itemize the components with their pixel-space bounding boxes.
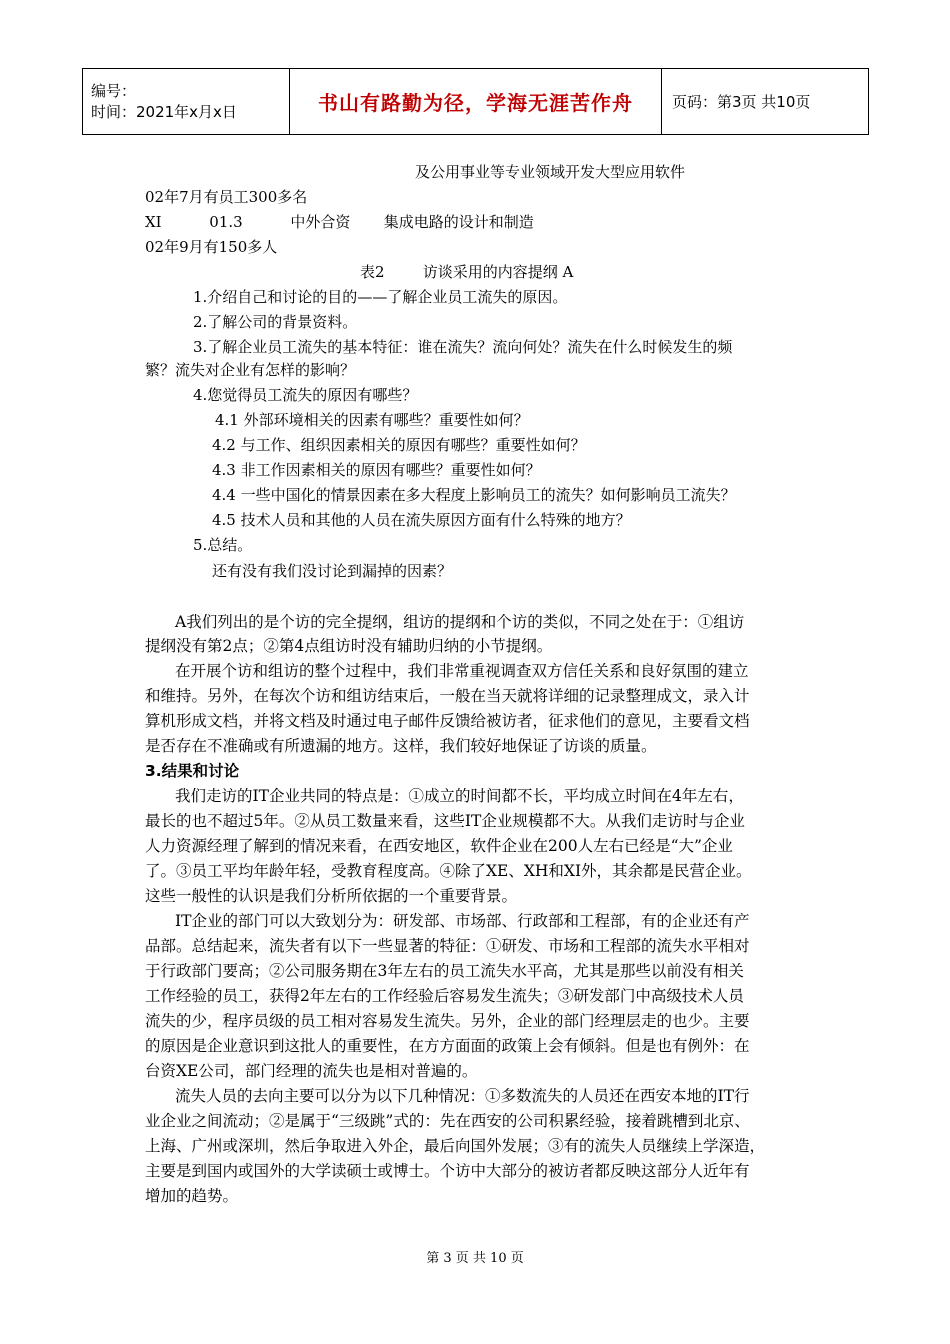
outline-subitem: 4.1 外部环境相关的因素有哪些？重要性如何？: [215, 411, 529, 429]
body-line: 在开展个访和组访的整个过程中，我们非常重视调查双方信任关系和良好氛围的建立: [175, 662, 749, 680]
outline-subitem: 4.4 一些中国化的情景因素在多大程度上影响员工的流失？如何影响员工流失？: [212, 486, 736, 504]
header-motto-cell: [290, 69, 662, 135]
outline-subitem: 4.3 非工作因素相关的原因有哪些？重要性如何？: [212, 461, 541, 479]
outline-item: 还有没有我们没讨论到漏掉的因素？: [212, 562, 453, 580]
header-page-cell: [662, 69, 869, 135]
body-line: 主要是到国内或国外的大学读硕士或博士。个访中大部分的被访者都反映这部分人近年有: [145, 1162, 750, 1180]
page-header: [82, 68, 869, 135]
motto: 书山有路勤为径，学海无涯苦作舟: [318, 91, 633, 115]
outline-item: 1.介绍自己和讨论的目的——了解企业员工流失的原因。: [193, 288, 568, 306]
body-line: IT企业的部门可以大致划分为：研发部、市场部、行政部和工程部，有的企业还有产: [175, 912, 750, 930]
body-line: 工作经验的员工，获得2年左右的工作经验后容易发生流失；③研发部门中高级技术人员: [145, 987, 744, 1005]
body-line: 了。③员工平均年龄年轻，受教育程度高。④除了XE、XH和XI外，其余都是民营企业。: [145, 862, 752, 880]
body-line: 业企业之间流动；②是属于“三级跳”式的：先在西安的公司积累经验，接着跳槽到北京、: [145, 1112, 750, 1130]
outline-subitem: 4.2 与工作、组织因素相关的原因有哪些？重要性如何？: [212, 436, 586, 454]
body-line: 和维持。另外，在每次个访和组访结束后，一般在当天就将详细的记录整理成文，录入计: [145, 687, 750, 705]
body-line: 提纲没有第2点；②第4点组访时没有辅助归纳的小节提纲。: [145, 637, 553, 655]
body-line: 台资XE公司，部门经理的流失也是相对普遍的。: [145, 1062, 478, 1080]
page-label: 页码：第3页 共10页: [672, 93, 811, 111]
body-line: 品部。总结起来，流失者有以下一些显著的特征：①研发、市场和工程部的流失水平相对: [145, 937, 750, 955]
section-heading: 3.结果和讨论: [145, 762, 240, 780]
body-line: 是否存在不准确或有所遗漏的地方。这样，我们较好地保证了访谈的质量。: [145, 737, 657, 755]
body-line: 于行政部门要高；②公司服务期在3年左右的员工流失水平高，尤其是那些以前没有相关: [145, 962, 744, 980]
outline-item: 5.总结。: [193, 536, 253, 554]
code-label: 编号：: [91, 81, 137, 100]
body-line: 的原因是企业意识到这批人的重要性，在方方面面的政策上会有倾斜。但是也有例外：在: [145, 1037, 750, 1055]
table-row: XI 01.3 中外合资 集成电路的设计和制造: [145, 213, 534, 231]
outline-item: 4.您觉得员工流失的原因有哪些？: [193, 386, 418, 404]
header-info: [83, 69, 290, 135]
body-line: 这些一般性的认识是我们分析所依据的一个重要背景。: [145, 887, 518, 905]
body-line: 增加的趋势。: [145, 1187, 239, 1205]
body-line: A我们列出的是个访的完全提纲，组访的提纲和个访的类似，不同之处在于：①组访: [175, 613, 745, 631]
table-row: 02年9月有150多人: [145, 238, 278, 256]
outline-item: 3.了解企业员工流失的基本特征：谁在流失？流向何处？流失在什么时候发生的频: [193, 338, 733, 356]
date-label: 时间：2021年x月x日: [91, 102, 237, 121]
body-line: 我们走访的IT企业共同的特点是：①成立的时间都不长，平均成立时间在4年左右，: [175, 787, 744, 805]
outline-item: 2.了解公司的背景资料。: [193, 313, 358, 331]
outline-item: 繁？流失对企业有怎样的影响？: [145, 361, 356, 379]
body-line: 算机形成文档，并将文档及时通过电子邮件反馈给被访者，征求他们的意见，主要看文档: [145, 712, 750, 730]
table-caption: 表2 访谈采用的内容提纲 A: [360, 263, 574, 281]
body-line: 上海、广州或深圳，然后争取进入外企，最后向国外发展；③有的流失人员继续上学深造，: [145, 1137, 766, 1155]
body-line: 最长的也不超过5年。②从员工数量来看，这些IT企业规模都不大。从我们走访时与企业: [145, 812, 745, 830]
table-row: 及公用事业等专业领域开发大型应用软件: [415, 163, 686, 181]
body-line: 人力资源经理了解到的情况来看，在西安地区，软件企业在200人左右已经是“大”企业: [145, 837, 733, 855]
table-row: 02年7月有员工300多名: [145, 188, 308, 206]
outline-subitem: 4.5 技术人员和其他的人员在流失原因方面有什么特殊的地方？: [212, 511, 631, 529]
page-footer: 第 3 页 共 10 页: [426, 1251, 524, 1266]
body-line: 流失人员的去向主要可以分为以下几种情况：①多数流失的人员还在西安本地的IT行: [175, 1087, 750, 1105]
body-line: 流失的少，程序员级的员工相对容易发生流失。另外，企业的部门经理层走的也少。主要: [145, 1012, 750, 1030]
